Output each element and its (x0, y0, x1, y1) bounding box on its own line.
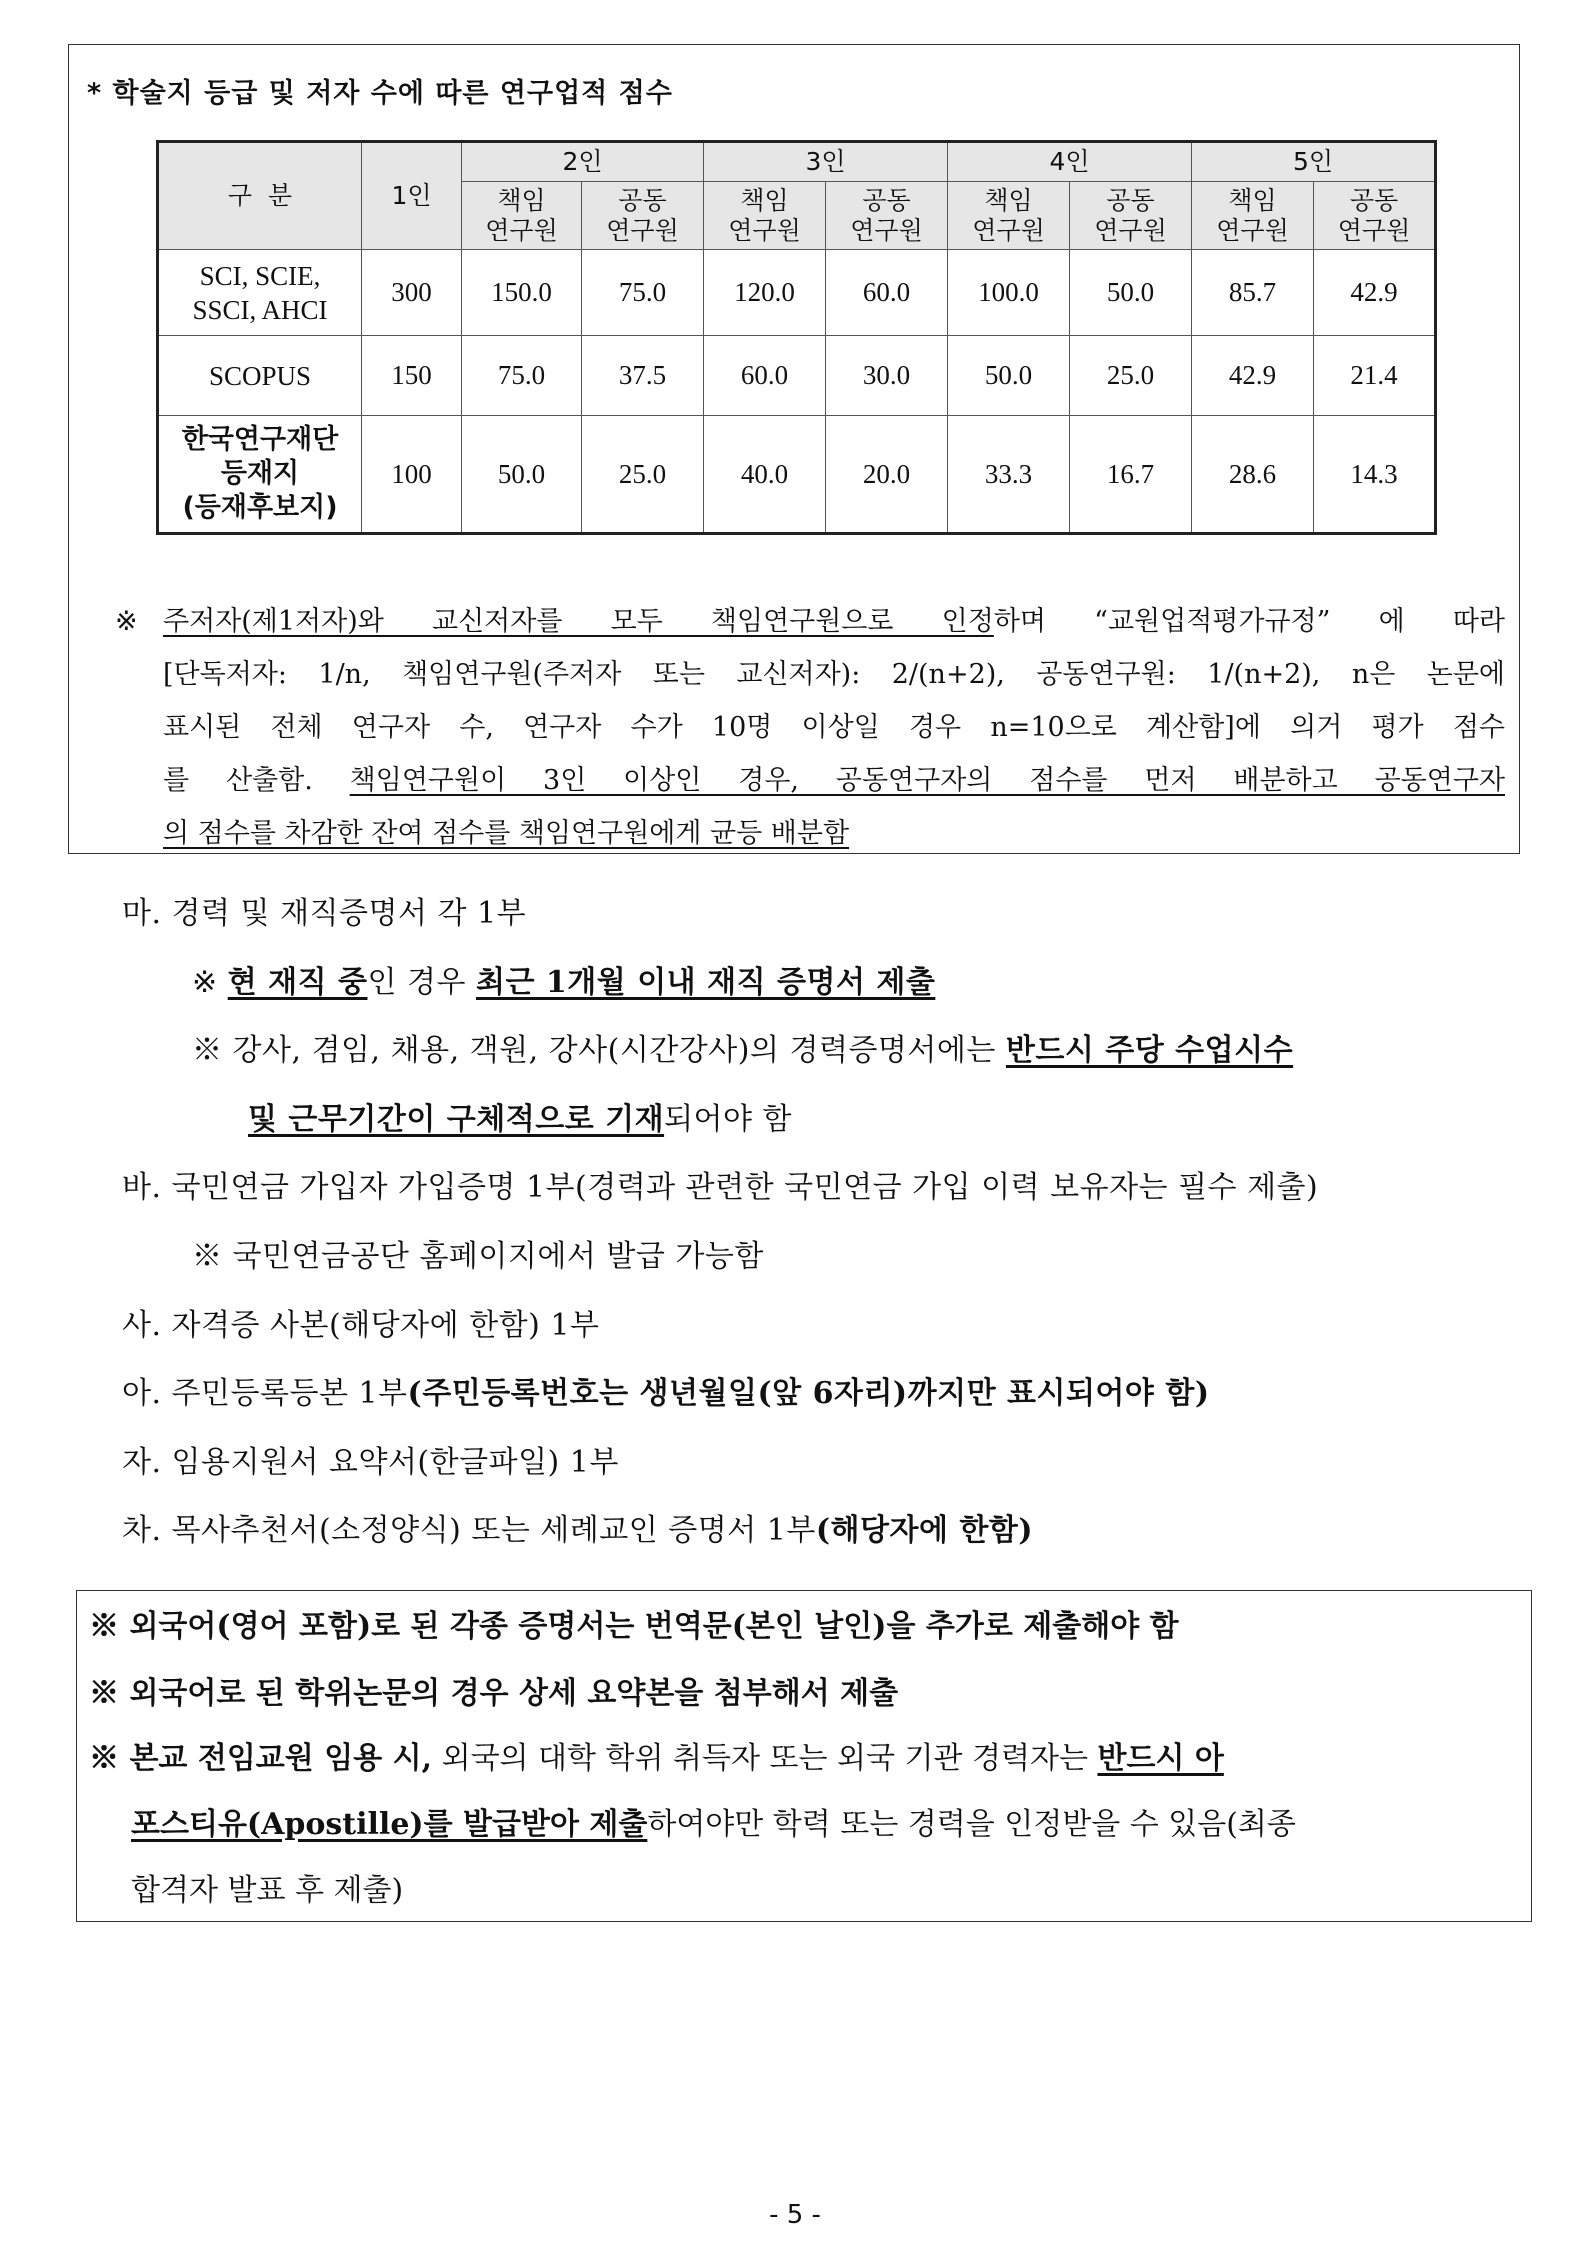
item-ma-note-2: ※ 강사, 겸임, 채용, 객원, 강사(시간강사)의 경력증명서에는 반드시 주당 수업시수 (192, 1033, 1294, 1068)
notice-line: 합격자 발표 후 제출) (131, 1873, 404, 1908)
cell-value: 42.9 (1192, 336, 1314, 416)
header-co-researcher: 공동 연구원 (582, 182, 704, 250)
cell-value: 100.0 (948, 250, 1070, 336)
cell-value: 120.0 (704, 250, 826, 336)
cell-value: 40.0 (704, 416, 826, 534)
row-category: SCOPUS (158, 336, 362, 416)
note-text: [단독저자: 1/n, 책임연구원(주저자 또는 교신저자): 2/(n+2), 공동연구원: 1/(n+2), n은 논문에 (163, 659, 1505, 690)
cell-value: 75.0 (582, 250, 704, 336)
header-group: 3인 (704, 142, 948, 182)
note-text: 의 점수를 차감한 잔여 점수를 책임연구원에게 균등 배분함 (163, 818, 850, 849)
cell-value: 33.3 (948, 416, 1070, 534)
header-lead-researcher: 책임 연구원 (462, 182, 582, 250)
cell-value: 50.0 (1070, 250, 1192, 336)
note-text: 주저자(제1저자)와 교신저자를 모두 책임연구원으로 인정 (163, 606, 994, 637)
cell-value: 28.6 (1192, 416, 1314, 534)
header-co-researcher: 공동 연구원 (826, 182, 948, 250)
cell-value: 25.0 (582, 416, 704, 534)
item-ma-note-1: ※ 현 재직 중인 경우 최근 1개월 이내 재직 증명서 제출 (192, 965, 936, 1000)
cell-value: 37.5 (582, 336, 704, 416)
table-row (158, 250, 1436, 336)
cell-value: 42.9 (1314, 250, 1436, 336)
notice-line: ※ 외국어로 된 학위논문의 경우 상세 요약본을 첨부해서 제출 (89, 1676, 899, 1711)
cell-value: 16.7 (1070, 416, 1192, 534)
header-group: 4인 (948, 142, 1192, 182)
note-text: 표시된 전체 연구자 수, 연구자 수가 10명 이상일 경우 n=10으로 계산함]에 의거 평가 점수 (163, 712, 1505, 743)
cell-value: 30.0 (826, 336, 948, 416)
note-text: 를 산출함. (163, 765, 350, 796)
cell-value: 150 (362, 336, 462, 416)
item-ma: 마. 경력 및 재직증명서 각 1부 (122, 896, 527, 931)
item-cha: 차. 목사추천서(소정양식) 또는 세례교인 증명서 1부(해당자에 한함) (122, 1513, 1034, 1548)
research-score-table (156, 140, 1437, 535)
header-group: 5인 (1192, 142, 1436, 182)
cell-value: 50.0 (462, 416, 582, 534)
header-category: 구 분 (158, 142, 362, 250)
page-number: - 5 - (769, 2200, 821, 2230)
note-text: 책임연구원이 3인 이상인 경우, 공동연구자의 점수를 먼저 배분하고 공동연구자 (349, 765, 1505, 796)
table-row (158, 336, 1436, 416)
item-ma-note-2-cont: 및 근무기간이 구체적으로 기재되어야 함 (248, 1102, 793, 1137)
cell-value: 300 (362, 250, 462, 336)
notice-line: ※ 본교 전임교원 임용 시, 외국의 대학 학위 취득자 또는 외국 기관 경력자는 반드시 아 (89, 1741, 1224, 1776)
foreign-documents-notice-box (76, 1590, 1532, 1922)
score-calculation-note (115, 595, 1505, 860)
cell-value: 50.0 (948, 336, 1070, 416)
item-a: 아. 주민등록등본 1부(주민등록번호는 생년월일(앞 6자리)까지만 표시되어야 함) (122, 1376, 1210, 1411)
row-category: 한국연구재단 등재지 (등재후보지) (158, 416, 362, 534)
cell-value: 25.0 (1070, 336, 1192, 416)
item-ba: 바. 국민연금 가입자 가입증명 1부(경력과 관련한 국민연금 가입 이력 보유자는 필수 제출) (122, 1170, 1319, 1205)
notice-line: ※ 외국어(영어 포함)로 된 각종 증명서는 번역문(본인 날인)을 추가로 제출해야 함 (89, 1609, 1179, 1644)
score-box-title: * 학술지 등급 및 저자 수에 따른 연구업적 점수 (87, 78, 673, 109)
item-ja: 자. 임용지원서 요약서(한글파일) 1부 (122, 1445, 619, 1480)
header-lead-researcher: 책임 연구원 (948, 182, 1070, 250)
reference-mark: ※ (115, 606, 138, 637)
header-group: 2인 (462, 142, 704, 182)
cell-value: 60.0 (704, 336, 826, 416)
header-single-author: 1인 (362, 142, 462, 250)
note-text: 하며 “교원업적평가규정” 에 따라 (993, 606, 1505, 637)
cell-value: 60.0 (826, 250, 948, 336)
cell-value: 21.4 (1314, 336, 1436, 416)
item-ba-note: ※ 국민연금공단 홈페이지에서 발급 가능함 (192, 1239, 764, 1274)
cell-value: 85.7 (1192, 250, 1314, 336)
score-info-box (68, 44, 1520, 854)
header-lead-researcher: 책임 연구원 (1192, 182, 1314, 250)
header-lead-researcher: 책임 연구원 (704, 182, 826, 250)
notice-line: 포스티유(Apostille)를 발급받아 제출하여야만 학력 또는 경력을 인정받을 수 있음(최종 (131, 1807, 1296, 1842)
cell-value: 14.3 (1314, 416, 1436, 534)
cell-value: 20.0 (826, 416, 948, 534)
header-co-researcher: 공동 연구원 (1070, 182, 1192, 250)
header-co-researcher: 공동 연구원 (1314, 182, 1436, 250)
item-sa: 사. 자격증 사본(해당자에 한함) 1부 (122, 1308, 600, 1343)
cell-value: 100 (362, 416, 462, 534)
cell-value: 75.0 (462, 336, 582, 416)
row-category: SCI, SCIE, SSCI, AHCI (158, 250, 362, 336)
cell-value: 150.0 (462, 250, 582, 336)
table-row (158, 416, 1436, 534)
